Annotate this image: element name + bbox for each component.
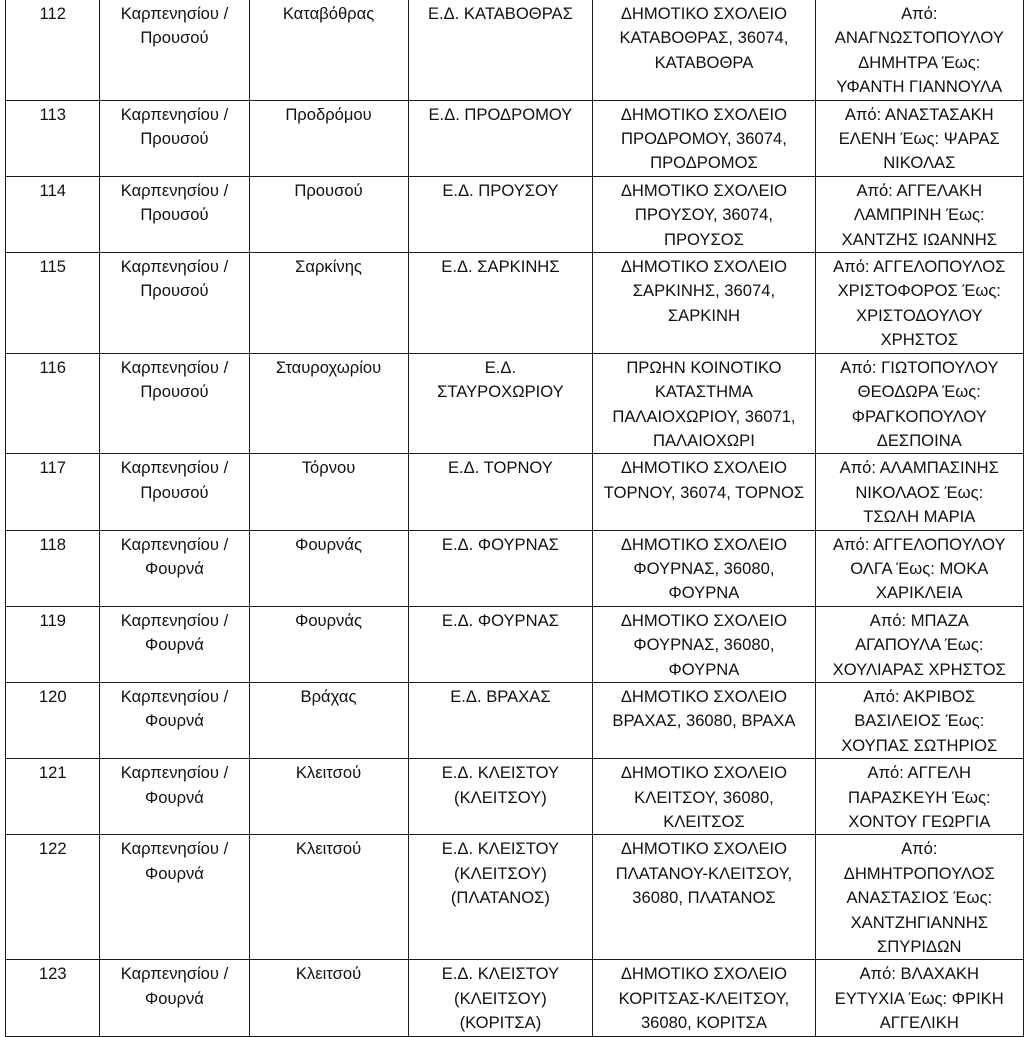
community-cell: Τόρνου xyxy=(249,454,408,530)
voter-range-cell: Από: ΑΓΓΕΛΗ ΠΑΡΑΣΚΕΥΗ Έως: ΧΟΝΤΟΥ ΓΕΩΡΓΙΑ xyxy=(815,759,1023,835)
location-cell: ΔΗΜΟΤΙΚΟ ΣΧΟΛΕΙΟ ΚΛΕΙΤΣΟΥ, 36080, ΚΛΕΙΤΣΟΣ xyxy=(593,759,815,835)
municipality-cell: Καρπενησίου / Προυσού xyxy=(100,253,249,354)
municipality-cell: Καρπενησίου / Φουρνά xyxy=(100,759,249,835)
station-number: 119 xyxy=(6,606,100,682)
polling-station-cell: Ε.Δ. ΚΑΤΑΒΟΘΡΑΣ xyxy=(408,0,593,100)
community-cell: Καταβόθρας xyxy=(249,0,408,100)
polling-station-cell: Ε.Δ. ΤΟΡΝΟΥ xyxy=(408,454,593,530)
station-number: 115 xyxy=(6,253,100,354)
voter-range-cell: Από: ΒΛΑΧΑΚΗ ΕΥΤΥΧΙΑ Έως: ΦΡΙΚΗ ΑΓΓΕΛΙΚΗ xyxy=(815,960,1023,1037)
municipality-cell: Καρπενησίου / Προυσού xyxy=(100,176,249,252)
location-cell: ΔΗΜΟΤΙΚΟ ΣΧΟΛΕΙΟ ΚΑΤΑΒΟΘΡΑΣ, 36074, ΚΑΤΑΒΟΘΡΑ xyxy=(593,0,815,100)
community-cell: Βράχας xyxy=(249,682,408,758)
municipality-cell: Καρπενησίου / Προυσού xyxy=(100,100,249,176)
polling-station-cell: Ε.Δ. ΒΡΑΧΑΣ xyxy=(408,682,593,758)
station-number: 112 xyxy=(6,0,100,100)
table-row xyxy=(6,682,1024,758)
station-number: 114 xyxy=(6,176,100,252)
community-cell: Φουρνάς xyxy=(249,530,408,606)
municipality-cell: Καρπενησίου / Φουρνά xyxy=(100,530,249,606)
voter-range-cell: Από: ΑΛΑΜΠΑΣΙΝΗΣ ΝΙΚΟΛΑΟΣ Έως: ΤΣΩΛΗ ΜΑΡΙΑ xyxy=(815,454,1023,530)
polling-station-cell: Ε.Δ. ΠΡΟΥΣΟΥ xyxy=(408,176,593,252)
location-cell: ΔΗΜΟΤΙΚΟ ΣΧΟΛΕΙΟ ΣΑΡΚΙΝΗΣ, 36074, ΣΑΡΚΙΝΗ xyxy=(593,253,815,354)
municipality-cell: Καρπενησίου / Προυσού xyxy=(100,353,249,454)
table-row xyxy=(6,606,1024,682)
station-number: 118 xyxy=(6,530,100,606)
location-cell: ΠΡΩΗΝ ΚΟΙΝΟΤΙΚΟ ΚΑΤΑΣΤΗΜΑ ΠΑΛΑΙΟΧΩΡΙΟΥ, 36071, ΠΑΛΑΙΟΧΩΡΙ xyxy=(593,353,815,454)
community-cell: Προυσού xyxy=(249,176,408,252)
polling-station-cell: Ε.Δ. ΚΛΕΙΣΤΟΥ (ΚΛΕΙΤΣΟΥ) xyxy=(408,759,593,835)
municipality-cell: Καρπενησίου / Προυσού xyxy=(100,0,249,100)
location-cell: ΔΗΜΟΤΙΚΟ ΣΧΟΛΕΙΟ ΒΡΑΧΑΣ, 36080, ΒΡΑΧΑ xyxy=(593,682,815,758)
location-cell: ΔΗΜΟΤΙΚΟ ΣΧΟΛΕΙΟ ΠΛΑΤΑΝΟΥ-ΚΛΕΙΤΣΟΥ, 36080, ΠΛΑΤΑΝΟΣ xyxy=(593,835,815,960)
voter-range-cell: Από: ΑΓΓΕΛΟΠΟΥΛΟΥ ΟΛΓΑ Έως: ΜΟΚΑ ΧΑΡΙΚΛΕΙΑ xyxy=(815,530,1023,606)
location-cell: ΔΗΜΟΤΙΚΟ ΣΧΟΛΕΙΟ ΠΡΟΔΡΟΜΟΥ, 36074, ΠΡΟΔΡΟΜΟΣ xyxy=(593,100,815,176)
polling-station-cell: Ε.Δ. ΣΑΡΚΙΝΗΣ xyxy=(408,253,593,354)
polling-station-cell: Ε.Δ. ΚΛΕΙΣΤΟΥ (ΚΛΕΙΤΣΟΥ) (ΚΟΡΙΤΣΑ) xyxy=(408,960,593,1037)
table-row xyxy=(6,454,1024,530)
polling-station-cell: Ε.Δ. ΦΟΥΡΝΑΣ xyxy=(408,606,593,682)
voter-range-cell: Από: ΔΗΜΗΤΡΟΠΟΥΛΟΣ ΑΝΑΣΤΑΣΙΟΣ Έως: ΧΑΝΤΖΗΓΙΑΝΝΗΣ ΣΠΥΡΙΔΩΝ xyxy=(815,835,1023,960)
polling-station-cell: Ε.Δ. ΦΟΥΡΝΑΣ xyxy=(408,530,593,606)
polling-station-cell: Ε.Δ. ΠΡΟΔΡΟΜΟΥ xyxy=(408,100,593,176)
location-cell: ΔΗΜΟΤΙΚΟ ΣΧΟΛΕΙΟ ΚΟΡΙΤΣΑΣ-ΚΛΕΙΤΣΟΥ, 36080, ΚΟΡΙΤΣΑ xyxy=(593,960,815,1037)
table-row xyxy=(6,353,1024,454)
community-cell: Σταυροχωρίου xyxy=(249,353,408,454)
polling-station-cell: Ε.Δ. ΚΛΕΙΣΤΟΥ (ΚΛΕΙΤΣΟΥ) (ΠΛΑΤΑΝΟΣ) xyxy=(408,835,593,960)
voter-range-cell: Από: ΓΙΩΤΟΠΟΥΛΟΥ ΘΕΟΔΩΡΑ Έως: ΦΡΑΓΚΟΠΟΥΛΟΥ ΔΕΣΠΟΙΝΑ xyxy=(815,353,1023,454)
table-row xyxy=(6,759,1024,835)
table-row xyxy=(6,835,1024,960)
community-cell: Σαρκίνης xyxy=(249,253,408,354)
voter-range-cell: Από: ΑΚΡΙΒΟΣ ΒΑΣΙΛΕΙΟΣ Έως: ΧΟΥΠΑΣ ΣΩΤΗΡΙΟΣ xyxy=(815,682,1023,758)
station-number: 116 xyxy=(6,353,100,454)
community-cell: Φουρνάς xyxy=(249,606,408,682)
municipality-cell: Καρπενησίου / Φουρνά xyxy=(100,682,249,758)
polling-station-cell: Ε.Δ. ΣΤΑΥΡΟΧΩΡΙΟΥ xyxy=(408,353,593,454)
table-row xyxy=(6,530,1024,606)
polling-stations-table xyxy=(5,0,1024,1037)
station-number: 117 xyxy=(6,454,100,530)
station-number: 123 xyxy=(6,960,100,1037)
location-cell: ΔΗΜΟΤΙΚΟ ΣΧΟΛΕΙΟ ΤΟΡΝΟΥ, 36074, ΤΟΡΝΟΣ xyxy=(593,454,815,530)
municipality-cell: Καρπενησίου / Φουρνά xyxy=(100,835,249,960)
community-cell: Κλειτσού xyxy=(249,960,408,1037)
voter-range-cell: Από: ΑΓΓΕΛΟΠΟΥΛΟΣ ΧΡΙΣΤΟΦΟΡΟΣ Έως: ΧΡΙΣΤΟΔΟΥΛΟΥ ΧΡΗΣΤΟΣ xyxy=(815,253,1023,354)
location-cell: ΔΗΜΟΤΙΚΟ ΣΧΟΛΕΙΟ ΦΟΥΡΝΑΣ, 36080, ΦΟΥΡΝΑ xyxy=(593,530,815,606)
table-row xyxy=(6,0,1024,100)
voter-range-cell: Από: ΑΝΑΓΝΩΣΤΟΠΟΥΛΟΥ ΔΗΜΗΤΡΑ Έως: ΥΦΑΝΤΗ ΓΙΑΝΝΟΥΛΑ xyxy=(815,0,1023,100)
station-number: 122 xyxy=(6,835,100,960)
location-cell: ΔΗΜΟΤΙΚΟ ΣΧΟΛΕΙΟ ΠΡΟΥΣΟΥ, 36074, ΠΡΟΥΣΟΣ xyxy=(593,176,815,252)
station-number: 113 xyxy=(6,100,100,176)
municipality-cell: Καρπενησίου / Φουρνά xyxy=(100,960,249,1037)
station-number: 121 xyxy=(6,759,100,835)
table-row xyxy=(6,253,1024,354)
community-cell: Κλειτσού xyxy=(249,835,408,960)
table-row xyxy=(6,176,1024,252)
station-number: 120 xyxy=(6,682,100,758)
table-row xyxy=(6,100,1024,176)
municipality-cell: Καρπενησίου / Προυσού xyxy=(100,454,249,530)
community-cell: Κλειτσού xyxy=(249,759,408,835)
voter-range-cell: Από: ΜΠΑΖΑ ΑΓΑΠΟΥΛΑ Έως: ΧΟΥΛΙΑΡΑΣ ΧΡΗΣΤΟΣ xyxy=(815,606,1023,682)
location-cell: ΔΗΜΟΤΙΚΟ ΣΧΟΛΕΙΟ ΦΟΥΡΝΑΣ, 36080, ΦΟΥΡΝΑ xyxy=(593,606,815,682)
municipality-cell: Καρπενησίου / Φουρνά xyxy=(100,606,249,682)
voter-range-cell: Από: ΑΝΑΣΤΑΣΑΚΗ ΕΛΕΝΗ Έως: ΨΑΡΑΣ ΝΙΚΟΛΑΣ xyxy=(815,100,1023,176)
voter-range-cell: Από: ΑΓΓΕΛΑΚΗ ΛΑΜΠΡΙΝΗ Έως: ΧΑΝΤΖΗΣ ΙΩΑΝΝΗΣ xyxy=(815,176,1023,252)
community-cell: Προδρόμου xyxy=(249,100,408,176)
table-row xyxy=(6,960,1024,1037)
